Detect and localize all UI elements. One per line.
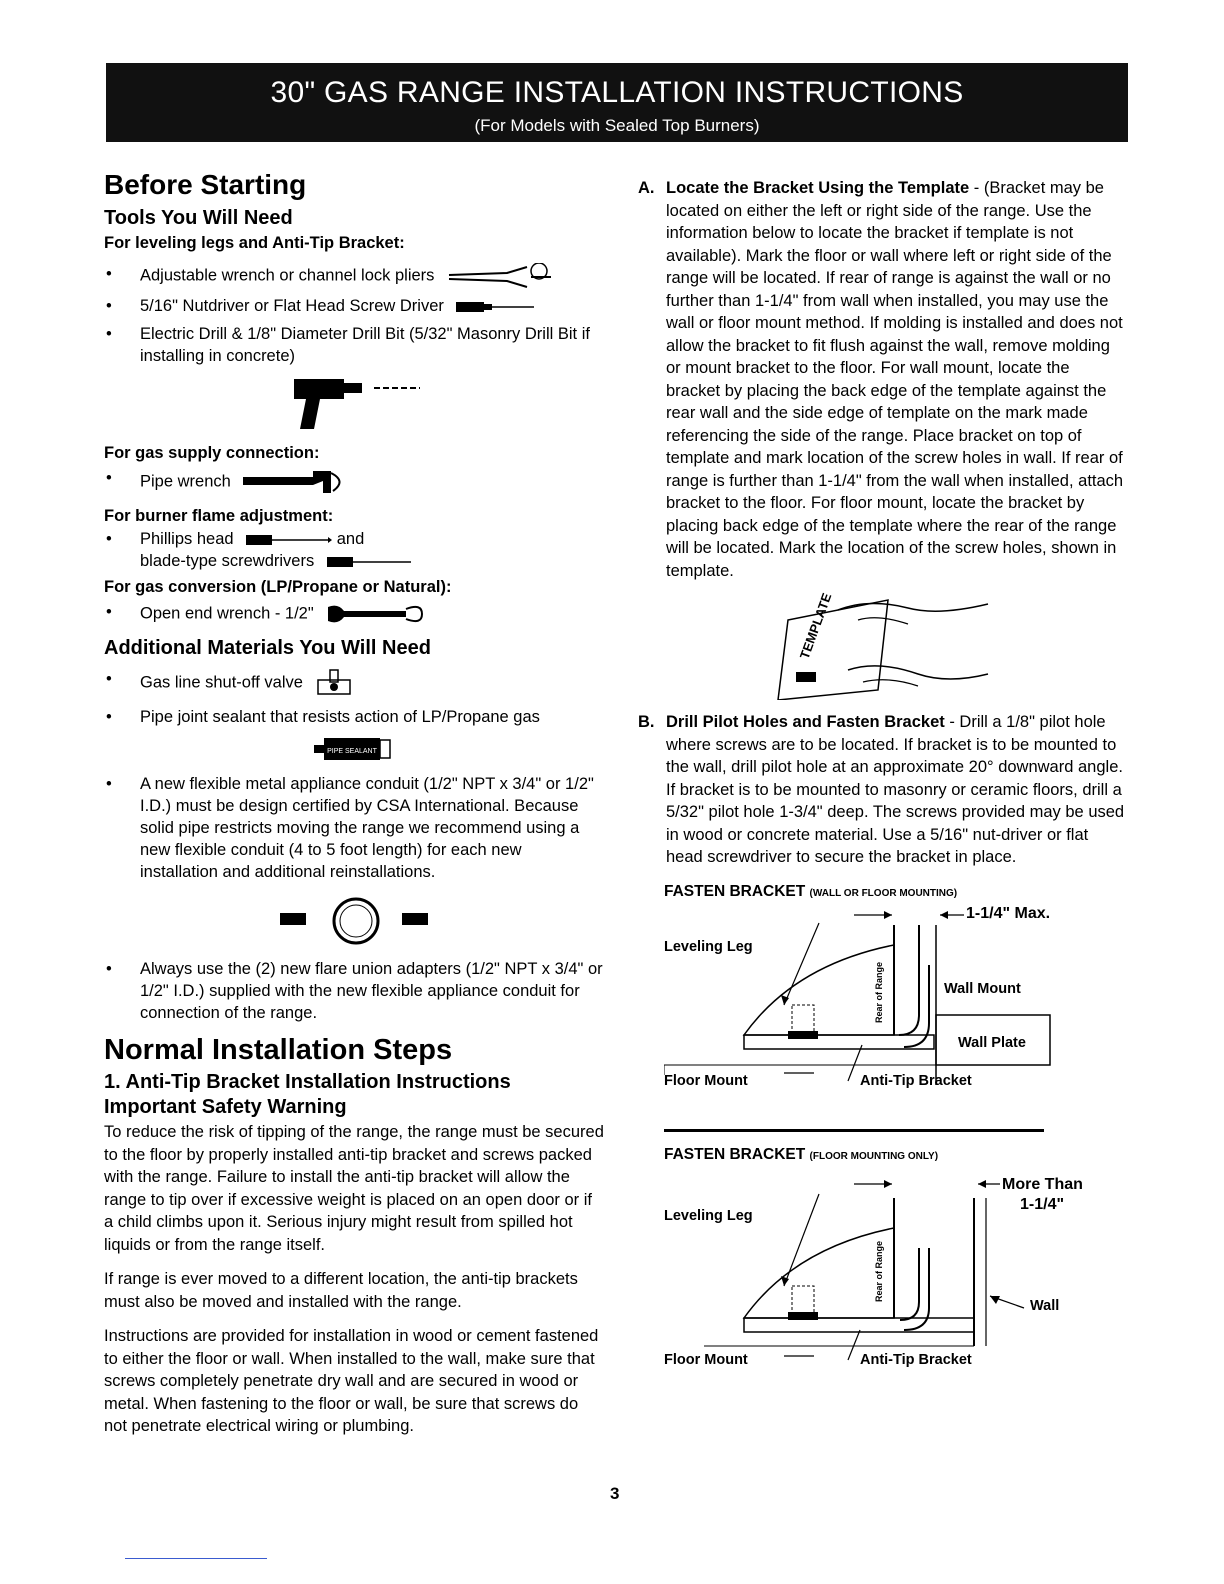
tools-heading: Tools You Will Need: [104, 207, 293, 229]
more-than-label: More Than: [1002, 1175, 1083, 1193]
max-distance-label: 1-1/4" Max.: [966, 904, 1051, 922]
anti-tip-label: Anti-Tip Bracket: [860, 1072, 972, 1089]
list-item: • Pipe joint sealant that resists action of LP/Propane gas: [106, 708, 540, 726]
material-text: Always use the (2) new flare union adapters (1/2" NPT x 3/4" or 1/2" I.D.) supplied with the new flexible appliance conduit for connection of the range.: [140, 960, 603, 1022]
gas-supply-heading: For gas supply connection:: [104, 444, 320, 462]
tool-text: Electric Drill & 1/8" Diameter Drill Bit (5/32" Masonry Drill Bit if installing in concrete): [140, 325, 590, 365]
tool-text: Pipe wrench: [140, 472, 231, 491]
conversion-heading: For gas conversion (LP/Propane or Natural):: [104, 578, 452, 596]
step-b-text: - Drill a 1/8" pilot hole where screws are to be located. If bracket is to be mounted to the wall, drill pilot hole at an approximate 20° downward angle. If bracket is to be mounted to masonry or ceramic floors, drill a 5/32" pilot hole 1-3/4" deep. The screws provided may be used in wood or concrete material. Use a 5/16" nut-driver or flat head screwdriver to secure the bracket in place.: [666, 713, 1125, 866]
step1-heading: 1. Anti-Tip Bracket Installation Instructions: [104, 1071, 511, 1093]
anti-tip-label: Anti-Tip Bracket: [860, 1351, 972, 1368]
tool-text: Adjustable wrench or channel lock pliers: [140, 266, 435, 285]
instructions-paragraph: Instructions are provided for installation in wood or cement fastened to either the floor or wall. When installed to the wall, make sure that screws completely penetrate dry wall and are secured in wood or metal. When fastening to the floor or wall, be sure that screws do not penetrate electrical wiring or plumbing.: [104, 1327, 599, 1435]
list-item: • Open end wrench - 1/2": [104, 601, 604, 627]
material-text: A new flexible metal appliance conduit (1/2" NPT x 3/4" or 1/2" I.D.) must be design certified by CSA International. Because solid pipe restricts moving the range we recommend using a new flexible conduit (4 to 5 foot length) for each new installation and additional reinstallations.: [140, 775, 594, 881]
nutdriver-icon: [456, 300, 536, 314]
tool-text: Open end wrench - 1/2": [140, 604, 314, 623]
before-starting-heading: Before Starting: [104, 169, 307, 200]
diagram-divider: [664, 1129, 1044, 1132]
tool-text: Phillips head: [140, 530, 234, 548]
rear-of-range-label: Rear of Range: [874, 1240, 884, 1302]
wall-label: Wall: [1030, 1297, 1060, 1314]
footer-line: [125, 1558, 267, 1559]
sealant-label: PIPE SEALANT: [327, 748, 377, 755]
pipe-sealant-icon: [314, 734, 394, 764]
page-subtitle: (For Models with Sealed Top Burners): [474, 116, 760, 135]
list-item: • Always use the (2) new flare union adapters (1/2" NPT x 3/4" or 1/2" I.D.) supplied with the new flexible appliance conduit for connection of the range.: [106, 960, 603, 1022]
diagram-floor-only: [664, 1168, 1084, 1368]
step-a-title: Locate the Bracket Using the Template: [666, 179, 970, 197]
safety-paragraph: To reduce the risk of tipping of the range, the range must be secured to the floor by properly installed anti-tip bracket and screws packed with the range. Failure to install the anti-tip bracket will allow the range to tip over if excessive weight is placed on an open door or if a child climbs upon it. Serious injury might result from spilled hot liquids or from the range itself.: [104, 1123, 604, 1254]
flexible-conduit-icon: [264, 889, 444, 949]
pliers-icon: [447, 263, 557, 289]
step-b: [638, 711, 1128, 869]
more-than-value: 1-1/4": [1020, 1195, 1065, 1213]
list-item: • Adjustable wrench or channel lock pliers: [104, 263, 604, 289]
leveling-heading: For leveling legs and Anti-Tip Bracket:: [104, 234, 405, 252]
diagram2-title: FASTEN BRACKET (FLOOR MOUNTING ONLY): [664, 1145, 939, 1163]
leveling-leg-label: Leveling Leg: [664, 1207, 753, 1224]
additional-heading: Additional Materials You Will Need: [104, 637, 431, 659]
drill-icon: [284, 373, 424, 433]
floor-mount-label: Floor Mount: [664, 1351, 748, 1368]
page-number: 3: [610, 1484, 620, 1503]
normal-installation-heading: Normal Installation Steps: [104, 1034, 453, 1066]
step-a-text: - (Bracket may be located on either the left or right side of the range. Use the information below to locate the bracket if template is not available). Mark the floor or wall where left or right side of the range will be located. If rear of range is against the wall or no further than 1-1/4" from wall when installed, you may use the wall or floor mount method. If molding is installed and does not allow the bracket to fit flush against the wall, remove molding or mount bracket to the floor. For wall mount, locate the bracket by placing the back edge of the template against the rear wall and the side edge of template on the mark made referencing the side of the range. Place bracket on top of template and mark location of the screw holes in wall. If rear of range is further than 1-1/4" from the wall when installed, attach bracket to the floor. For floor mount, locate the bracket by placing back edge of the template where the rear of the range will be located. Mark the location of the screw holes, shown in template.: [666, 179, 1124, 580]
burner-heading: For burner flame adjustment:: [104, 507, 334, 525]
left-column: [104, 165, 604, 1450]
phillips-screwdriver-icon: [246, 533, 332, 547]
header-banner: [106, 63, 1128, 142]
diagram-wall-or-floor: [664, 905, 1084, 1105]
material-text: Pipe joint sealant that resists action of LP/Propane gas: [140, 708, 540, 726]
safety-heading: Important Safety Warning: [104, 1096, 347, 1118]
wall-plate-label: Wall Plate: [958, 1034, 1026, 1051]
list-item: • Electric Drill & 1/8" Diameter Drill Bit (5/32" Masonry Drill Bit if installing in concrete): [106, 325, 590, 365]
right-column: [638, 165, 1128, 1368]
wall-mount-label: Wall Mount: [944, 980, 1021, 997]
diagram1-title: FASTEN BRACKET (WALL OR FLOOR MOUNTING): [664, 882, 958, 900]
and-text: and: [336, 530, 365, 548]
list-item: • Phillips head and blade-type screwdrivers: [104, 528, 604, 572]
blade-screwdriver-icon: [327, 555, 413, 569]
leveling-leg-label: Leveling Leg: [664, 938, 753, 955]
rear-of-range-label: Rear of Range: [874, 961, 884, 1023]
template-label: TEMPLATE: [796, 590, 835, 662]
tool-text: 5/16" Nutdriver or Flat Head Screw Driver: [140, 297, 444, 315]
moved-paragraph: If range is ever moved to a different location, the anti-tip brackets must also be moved and installed with the range.: [104, 1270, 578, 1311]
floor-mount-label: Floor Mount: [664, 1072, 748, 1089]
list-item: • Gas line shut-off valve: [104, 668, 604, 698]
open-end-wrench-icon: [326, 601, 426, 627]
tool-text: blade-type screwdrivers: [140, 552, 315, 570]
material-text: Gas line shut-off valve: [140, 673, 303, 692]
list-item: • Pipe wrench: [104, 467, 604, 497]
page-title: 30" GAS RANGE INSTALLATION INSTRUCTIONS: [270, 76, 964, 109]
template-illustration: [768, 590, 998, 700]
shutoff-valve-icon: [316, 668, 352, 698]
pipe-wrench-icon: [243, 467, 353, 497]
list-item: • 5/16" Nutdriver or Flat Head Screw Driver: [104, 295, 604, 317]
list-item: • A new flexible metal appliance conduit (1/2" NPT x 3/4" or 1/2" I.D.) must be design certified by CSA International. Because solid pipe restricts moving the range we recommend using a new flexible conduit (4 to 5 foot length) for each new installation and additional reinstallations.: [106, 775, 594, 881]
step-a: [638, 177, 1128, 582]
step-b-title: Drill Pilot Holes and Fasten Bracket: [666, 713, 945, 731]
step-b-letter: B.: [638, 713, 655, 731]
step-a-letter: A.: [638, 179, 655, 197]
